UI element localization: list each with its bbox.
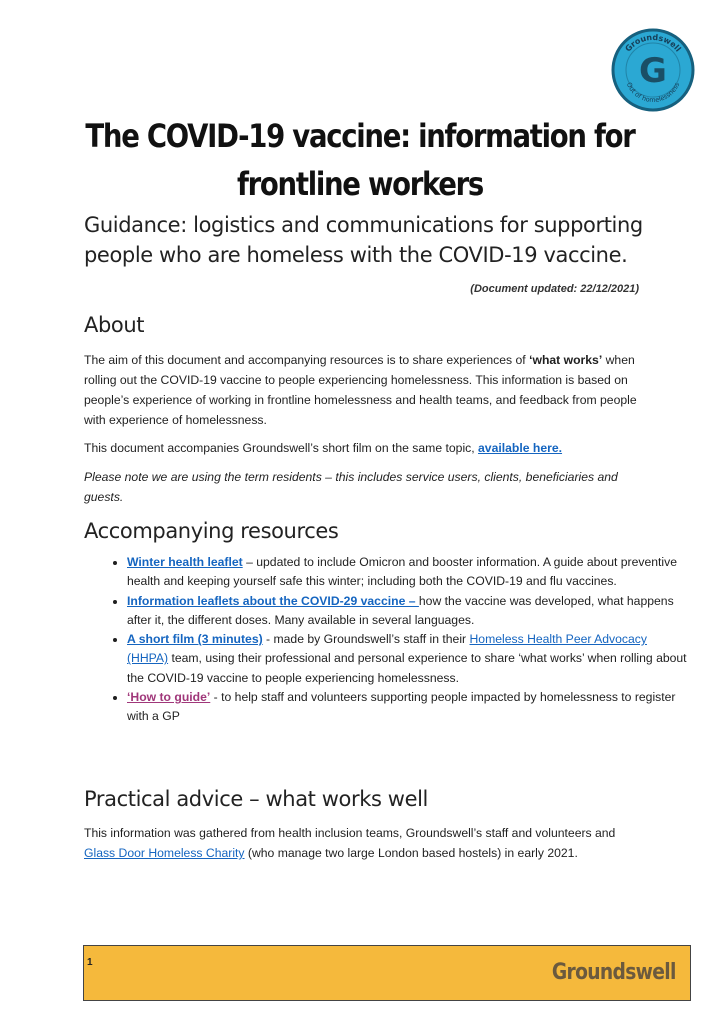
how-to-guide-link[interactable]: ‘How to guide’: [127, 690, 211, 705]
resource-item-text: - to help staff and volunteers supporting people impacted by homelessness to register with a GP: [127, 690, 676, 724]
page-title: [85, 112, 635, 208]
page-number: 1: [87, 957, 93, 968]
practical-paragraph: [84, 823, 644, 863]
about-p1-bold: ‘what works’: [529, 353, 603, 367]
guidance-line-1: Guidance: logistics and communications for supporting: [84, 213, 643, 237]
resource-item-how-to-guide: [127, 688, 687, 727]
about-p2-pre: This document accompanies Groundswell’s short film on the same topic,: [84, 441, 479, 455]
resource-item-text: - made by Groundswell’s staff in their: [262, 632, 470, 647]
winter-health-leaflet-link[interactable]: Winter health leaflet: [127, 555, 243, 569]
guidance-line-2: people who are homeless with the COVID-19 vaccine.: [84, 243, 628, 267]
logo-top-text: Groundswell: [623, 32, 683, 54]
practical-advice-heading: Practical advice – what works well: [84, 787, 428, 811]
info-leaflets-link[interactable]: Information leaflets about the COVID-29 vaccine –: [127, 593, 419, 608]
document-updated-date: (Document updated: 22/12/2021): [470, 283, 639, 295]
about-heading: About: [84, 313, 145, 337]
page-footer: [83, 945, 691, 1001]
resource-item-short-film: [127, 630, 687, 688]
resource-item-text: – updated to include Omicron and booster information. A guide about preventive health and keeping yourself safe this winter; including both the COVID-19 and flu vaccines.: [127, 555, 677, 589]
about-p1-pre: The aim of this document and accompanying resources is to share experiences of: [84, 353, 530, 367]
title-line-1: The COVID-19 vaccine: information for: [85, 117, 635, 155]
resource-item-text: how the vaccine was developed, what happens after it, the different doses. Many available in several languages.: [127, 593, 674, 627]
practical-p-post: (who manage two large London based hostels) in early 2021.: [244, 846, 578, 860]
footer-brand: Groundswell: [552, 960, 676, 985]
logo-letter: G: [639, 51, 667, 91]
resources-list: [84, 553, 687, 727]
available-here-link[interactable]: available here.: [478, 441, 563, 455]
resource-item-winter-health: [127, 553, 687, 592]
groundswell-logo: [611, 28, 695, 112]
resource-item-text: team, using their professional and personal experience to share ‘what works’ when rolling about the COVID-19 vaccine to people experiencing homelessness.: [127, 651, 687, 685]
about-paragraph-3: Please note we are using the term residents – this includes service users, clients, beneficiaries and guests.: [84, 470, 618, 504]
about-paragraph-2: [84, 438, 644, 458]
practical-p-pre: This information was gathered from health inclusion teams, Groundswell’s staff and volunteers and: [84, 826, 616, 840]
glass-door-link[interactable]: Glass Door Homeless Charity: [84, 846, 245, 860]
logo-bottom-text: Out of homelessness: [624, 81, 682, 105]
guidance-subtitle: [84, 210, 644, 270]
hhpa-link[interactable]: Homeless Health Peer Advocacy (HHPA): [127, 632, 647, 666]
resources-heading: Accompanying resources: [84, 519, 339, 543]
title-line-2: frontline workers: [236, 165, 484, 203]
resource-item-info-leaflets: [127, 592, 687, 631]
about-p1-post: when rolling out the COVID-19 vaccine to people experiencing homelessness. This information is based on people’s experience of working in frontline homelessness and health teams, and feedback from people with experience of homelessness.: [84, 353, 637, 427]
short-film-link[interactable]: A short film (3 minutes): [127, 632, 263, 647]
about-paragraph-1: [84, 350, 644, 430]
